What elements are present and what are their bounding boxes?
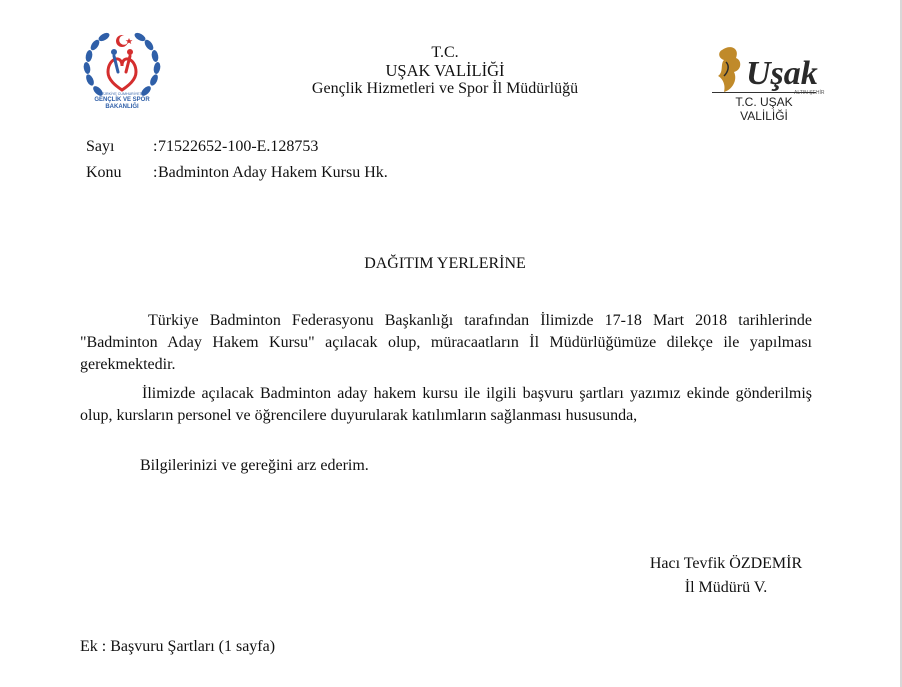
konu-value: Badminton Aday Hakem Kursu Hk. <box>158 164 388 181</box>
ministry-logo-icon <box>78 28 166 114</box>
body-paragraph-1: Türkiye Badminton Federasyonu Başkanlığı tarafından İlimizde 17-18 Mart 2018 tarihlerinde "Badminton Aday Hakem Kursu" açılacak olup, müracaatların İl Müdürlüğümüze dilekçe ile yapılması gerekmektedir. <box>80 312 812 373</box>
sayi-label: Sayı <box>86 138 115 155</box>
header-line-tc: T.C. <box>431 44 459 61</box>
konu-label: Konu <box>86 164 122 181</box>
sayi-colon: : <box>153 138 158 155</box>
closing-line: Bilgilerinizi ve gereğini arz ederim. <box>140 457 369 474</box>
attachment-line: Ek : Başvuru Şartları (1 sayfa) <box>80 638 276 655</box>
signature-name: Hacı Tevfik ÖZDEMİR <box>649 555 803 572</box>
logo-text-top: TÜRKİYE CUMHURİYETİ <box>101 92 143 96</box>
header-line-governorship: UŞAK VALİLİĞİ <box>385 61 505 80</box>
sayi-value: 71522652-100-E.128753 <box>158 138 319 155</box>
header-line-directorate: Gençlik Hizmetleri ve Spor İl Müdürlüğü <box>311 80 579 97</box>
logo-text-mid: GENÇLİK VE SPOR <box>94 97 150 103</box>
konu-colon: : <box>153 164 158 181</box>
body-paragraph-2: İlimizde açılacak Badminton aday hakem kursu ile ilgili başvuru şartları yazımız ekinde gönderilmiş olup, kursların personel ve öğrencilere duyurularak katılımların sağlanması hususunda, <box>80 385 812 424</box>
logo-text-bottom: BAKANLIĞI <box>105 104 139 110</box>
logo-tagline: ALTIN ŞEHİR <box>794 90 825 96</box>
usak-city-logo-icon <box>712 30 825 123</box>
signature-title: İl Müdürü V. <box>684 579 768 596</box>
distribution-heading: DAĞITIM YERLERİNE <box>364 255 526 272</box>
logo-caption: T.C. UŞAK VALİLİĞİ <box>712 92 816 123</box>
logo-wordmark: Uşak <box>746 55 818 92</box>
